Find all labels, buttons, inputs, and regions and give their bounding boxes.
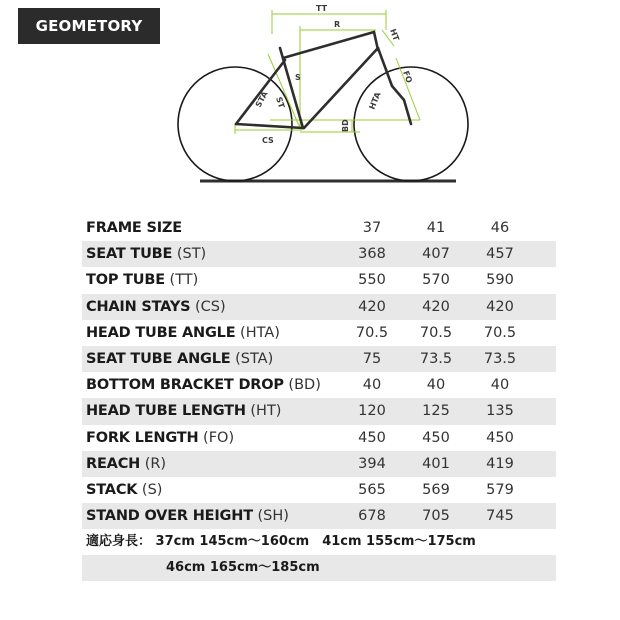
table-row xyxy=(82,398,556,424)
row-value: 70.5 xyxy=(419,324,453,341)
table-row xyxy=(82,294,556,320)
label-tt: TT xyxy=(316,4,328,13)
row-label xyxy=(82,403,340,419)
row-label xyxy=(82,430,340,446)
row-label-main: SEAT TUBE xyxy=(86,246,173,263)
bike-geometry-diagram xyxy=(0,0,620,200)
row-value: 407 xyxy=(422,246,450,263)
row-value: 565 xyxy=(358,481,386,498)
row-label xyxy=(82,272,340,288)
row-label-abbr: (BD) xyxy=(288,377,321,394)
label-ht: HT xyxy=(388,27,401,43)
table-body xyxy=(82,241,556,529)
row-label-abbr: (HT) xyxy=(250,403,282,420)
fit-note-prefix: 適応身長： xyxy=(86,534,152,549)
row-label-main: BOTTOM BRACKET DROP xyxy=(86,377,284,394)
row-value: 570 xyxy=(422,272,450,289)
row-value: 420 xyxy=(358,298,386,315)
row-label-abbr: (FO) xyxy=(203,429,235,446)
row-value: 745 xyxy=(486,508,514,525)
row-value: 705 xyxy=(422,508,450,525)
label-st: ST xyxy=(274,95,287,110)
table-row xyxy=(82,267,556,293)
row-label-abbr: (TT) xyxy=(169,272,199,289)
table-row xyxy=(82,477,556,503)
row-value: 135 xyxy=(486,403,514,420)
row-value: 457 xyxy=(486,246,514,263)
row-label-main: HEAD TUBE LENGTH xyxy=(86,403,246,420)
row-value: 401 xyxy=(422,455,450,472)
row-label-abbr: (CS) xyxy=(194,298,226,315)
row-value: 75 xyxy=(362,351,382,368)
row-label xyxy=(82,246,340,262)
bike-frame xyxy=(236,32,411,128)
label-sta: STA xyxy=(253,89,270,109)
size-37: 37 xyxy=(362,220,382,237)
row-label xyxy=(82,299,340,315)
row-value: 419 xyxy=(486,455,514,472)
row-label-main: FORK LENGTH xyxy=(86,429,199,446)
row-label-abbr: (ST) xyxy=(176,246,207,263)
row-label-main: REACH xyxy=(86,455,141,472)
row-label xyxy=(82,482,340,498)
row-label xyxy=(82,377,340,393)
fit-note-text1: 37cm 145cm〜160cm 41cm 155cm〜175cm xyxy=(155,534,476,549)
label-r: R xyxy=(334,20,341,29)
row-value: 125 xyxy=(422,403,450,420)
size-46: 46 xyxy=(490,220,510,237)
row-value: 394 xyxy=(358,455,386,472)
row-value: 73.5 xyxy=(483,351,517,368)
row-label-main: STAND OVER HEIGHT xyxy=(86,508,253,525)
row-value: 40 xyxy=(490,377,510,394)
row-value: 550 xyxy=(358,272,386,289)
size-41: 41 xyxy=(426,220,446,237)
label-hta: HTA xyxy=(367,90,383,111)
row-value: 73.5 xyxy=(419,351,453,368)
geometry-table xyxy=(82,215,556,529)
row-value: 590 xyxy=(486,272,514,289)
row-label-main: HEAD TUBE ANGLE xyxy=(86,324,236,341)
row-label-main: STACK xyxy=(86,481,138,498)
row-label-abbr: (STA) xyxy=(235,351,274,368)
row-value: 70.5 xyxy=(355,324,389,341)
row-label-main: SEAT TUBE ANGLE xyxy=(86,351,231,368)
row-value: 579 xyxy=(486,481,514,498)
row-label-abbr: (S) xyxy=(141,481,163,498)
table-row xyxy=(82,451,556,477)
row-label-abbr: (SH) xyxy=(257,508,289,525)
table-row xyxy=(82,346,556,372)
table-row xyxy=(82,372,556,398)
row-value: 40 xyxy=(362,377,382,394)
row-label-main: CHAIN STAYS xyxy=(86,298,191,315)
row-value: 420 xyxy=(486,298,514,315)
row-label xyxy=(82,325,340,341)
row-value: 40 xyxy=(426,377,446,394)
row-value: 678 xyxy=(358,508,386,525)
row-value: 569 xyxy=(422,481,450,498)
frame-size-label: FRAME SIZE xyxy=(86,220,182,237)
label-s: S xyxy=(295,73,301,82)
label-bd: BD xyxy=(341,119,350,132)
row-value: 368 xyxy=(358,246,386,263)
geometry-badge: GEOMETORY xyxy=(18,8,160,44)
row-label-abbr: (R) xyxy=(144,455,167,472)
fit-note-line1 xyxy=(82,529,556,555)
row-value: 120 xyxy=(358,403,386,420)
label-fo: FO xyxy=(401,69,414,85)
table-row xyxy=(82,320,556,346)
row-value: 450 xyxy=(486,429,514,446)
fit-note-text2: 46cm 165cm〜185cm xyxy=(166,560,320,575)
table-row xyxy=(82,425,556,451)
table-row xyxy=(82,503,556,529)
table-header-row xyxy=(82,215,556,241)
row-label xyxy=(82,351,340,367)
row-value: 450 xyxy=(422,429,450,446)
row-label-main: TOP TUBE xyxy=(86,272,165,289)
row-label xyxy=(82,456,340,472)
row-value: 70.5 xyxy=(483,324,517,341)
table-row xyxy=(82,241,556,267)
row-label-abbr: (HTA) xyxy=(240,324,280,341)
row-value: 450 xyxy=(358,429,386,446)
row-label xyxy=(82,508,340,524)
fit-note-line2 xyxy=(82,555,556,581)
row-value: 420 xyxy=(422,298,450,315)
label-cs: CS xyxy=(262,136,274,145)
